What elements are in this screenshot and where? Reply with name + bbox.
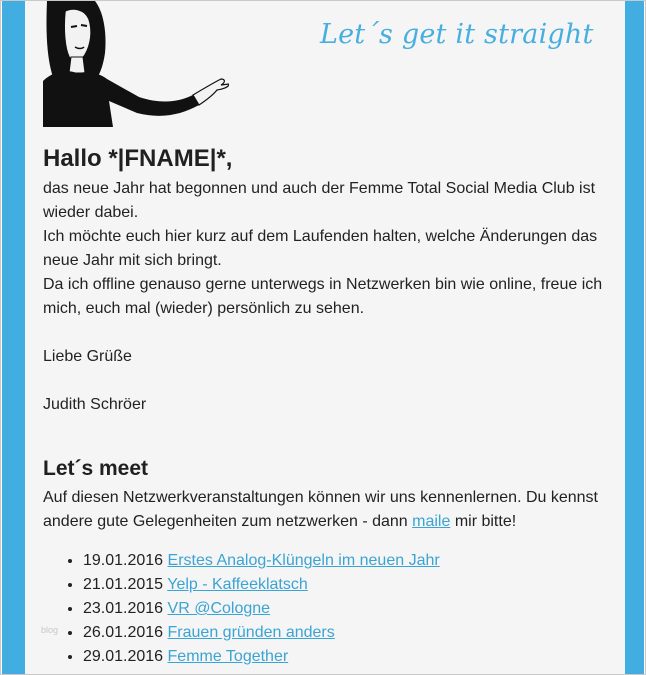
- meet-intro-end: mir bitte!: [450, 513, 517, 530]
- event-date: 29.01.2016: [83, 648, 164, 665]
- event-item: [83, 549, 440, 573]
- event-link[interactable]: Erstes Analog-Klüngeln im neuen Jahr: [167, 552, 440, 569]
- meet-intro: [43, 486, 615, 534]
- meet-intro-text: Auf diesen Netzwerkveranstaltungen können wir uns kennenlernen. Du kennst andere gute Gelegenheiten zum netzwerken - dann: [43, 489, 598, 530]
- event-link[interactable]: Yelp - Kaffeeklatsch: [167, 576, 308, 593]
- event-date: 21.01.2015: [83, 576, 164, 593]
- intro-paragraph: das neue Jahr hat begonnen und auch der Femme Total Social Media Club ist wieder dabei.: [43, 180, 596, 221]
- changes-paragraph: Ich möchte euch hier kurz auf dem Laufenden halten, welche Änderungen das neue Jahr mit sich bringt.: [43, 228, 598, 269]
- event-item: [83, 645, 440, 669]
- header-photo-woman-pointing: [43, 1, 229, 127]
- event-date: 19.01.2016: [83, 552, 164, 569]
- email-content: [25, 1, 625, 675]
- event-item: [83, 621, 440, 645]
- event-link[interactable]: VR @Cologne: [167, 600, 271, 617]
- greeting-title: Hallo *|FNAME|*,: [43, 145, 233, 172]
- offline-paragraph: Da ich offline genauso gerne unterwegs in Netzwerken bin wie online, freue ich mich, euch mal (wieder) persönlich zu sehen.: [43, 276, 603, 317]
- watermark: blog: [41, 625, 59, 635]
- event-item: [83, 573, 440, 597]
- events-list: [43, 549, 440, 669]
- closing-text: Liebe Grüße: [43, 348, 132, 365]
- signature: Judith Schröer: [43, 396, 147, 413]
- mail-link[interactable]: maile: [412, 513, 451, 530]
- event-date: 23.01.2016: [83, 600, 164, 617]
- greeting-body: [43, 177, 615, 417]
- event-date: 26.01.2016: [83, 624, 164, 641]
- event-link[interactable]: Frauen gründen anders: [167, 624, 335, 641]
- header-tagline: Let´s get it straight: [320, 19, 594, 50]
- event-link[interactable]: Femme Together: [167, 648, 289, 665]
- right-accent-bar: [625, 1, 644, 675]
- event-item: [83, 597, 440, 621]
- left-accent-bar: [2, 1, 25, 675]
- lets-meet-heading: Let´s meet: [43, 457, 149, 480]
